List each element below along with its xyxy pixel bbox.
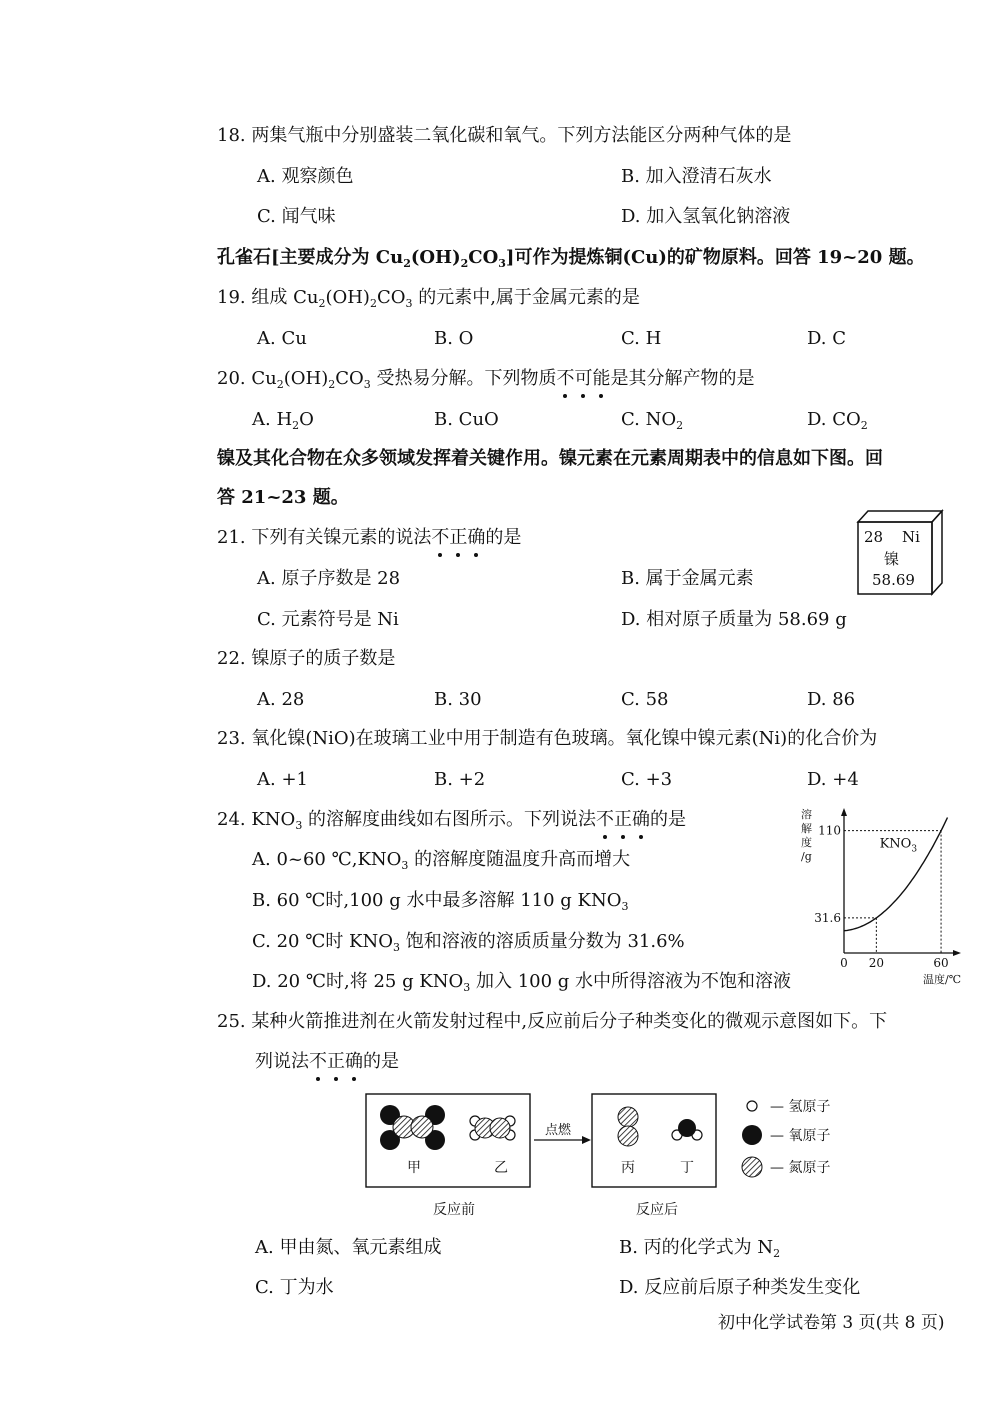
label-bing: 丙 — [621, 1160, 635, 1176]
solubility-chart — [796, 800, 971, 990]
label-jia: 甲 — [407, 1160, 421, 1176]
legend-nitrogen: — 氮原子 — [770, 1160, 831, 1176]
element-name: 镍 — [884, 550, 900, 568]
q18-option-b: B. 加入澄清石灰水 — [621, 166, 772, 187]
q21-option-c: C. 元素符号是 Ni — [257, 609, 399, 630]
question-22-stem: 22. 镍原子的质子数是 — [217, 648, 396, 669]
molecule-ding — [672, 1119, 702, 1140]
q19-option-d: D. C — [807, 328, 847, 349]
question-25-stem-line2: 列说法不正确的是 — [255, 1051, 399, 1072]
q22-option-d: D. 86 — [807, 689, 856, 710]
chart-y-label-part: /g — [801, 850, 812, 863]
question-25-stem-line1: 25. 某种火箭推进剂在火箭发射过程中,反应前后分子种类变化的微观示意图如下。下 — [217, 1011, 888, 1032]
reaction-condition: 点燃 — [544, 1123, 572, 1138]
q19-option-a: A. Cu — [257, 328, 307, 349]
q22-option-c: C. 58 — [621, 689, 669, 710]
legend-hydrogen: — 氢原子 — [770, 1099, 831, 1115]
chart-x-axis-label: 温度/℃ — [922, 973, 961, 986]
chart-series-label: $KNO_3$ — [879, 836, 918, 855]
q21-option-d: D. 相对原子质量为 58.69 g — [621, 609, 847, 630]
intro-21-23-line1: 镍及其化合物在众多领域发挥着关键作用。镍元素在元素周期表中的信息如下图。回 — [217, 448, 883, 469]
chart-y-label-part: 度 — [801, 836, 812, 849]
q21-option-a: A. 原子序数是 28 — [257, 568, 401, 589]
element-atomic-number: 28 — [864, 528, 884, 546]
q21-option-b: B. 属于金属元素 — [621, 568, 754, 589]
page-footer: 初中化学试卷第 3 页(共 8 页) — [718, 1313, 945, 1333]
q23-option-b: B. +2 — [434, 769, 486, 790]
chart-y-label-part: 溶 — [801, 808, 812, 821]
chart-y-label-part: 解 — [801, 822, 812, 835]
question-20-stem: 20. $Cu_2(OH)_2CO_3$ 受热易分解。下列物质不可能是其分解产物的是 — [217, 368, 755, 391]
q20-option-c: C. $NO_2$ — [621, 409, 684, 432]
chart-y-tick-label: 31.6 — [814, 910, 841, 925]
q18-option-c: C. 闻气味 — [257, 206, 336, 227]
q20-option-b: B. CuO — [434, 409, 499, 430]
q25-option-b: B. 丙的化学式为 $N_2$ — [619, 1237, 781, 1260]
q25-option-a: A. 甲由氮、氧元素组成 — [255, 1237, 442, 1258]
chart-x-tick-label: 20 — [868, 956, 884, 970]
label-before: 反应前 — [433, 1202, 475, 1218]
chart-y-tick-label: 110 — [818, 823, 841, 838]
label-yi: 乙 — [494, 1160, 508, 1176]
q18-option-a: A. 观察颜色 — [257, 166, 354, 187]
q18-option-d: D. 加入氢氧化钠溶液 — [621, 206, 791, 227]
legend-hydrogen-marker — [747, 1101, 757, 1111]
q23-option-d: D. +4 — [807, 769, 859, 790]
chart-x-tick-label: 60 — [933, 956, 949, 970]
element-mass: 58.69 — [872, 571, 915, 589]
q25-option-d: D. 反应前后原子种类发生变化 — [619, 1277, 861, 1298]
chart-x-tick-label: 0 — [840, 956, 848, 970]
q19-option-c: C. H — [621, 328, 662, 349]
q24-option-d: D. 20 ℃时,将 25 g $KNO_3$ 加入 100 g 水中所得溶液为不饱和溶液 — [252, 971, 792, 994]
q24-option-c: C. 20 ℃时 $KNO_3$ 饱和溶液的溶质质量分数为 31.6% — [252, 931, 685, 954]
chart-x-axis-arrow — [953, 950, 961, 956]
q23-option-a: A. +1 — [257, 769, 308, 790]
intro-19-20: 孔雀石[主要成分为 $Cu_2(OH)_2CO_3$]可作为提炼铜(Cu)的矿物原料。回答 19~20 题。 — [217, 247, 925, 270]
element-symbol: Ni — [902, 528, 920, 546]
q19-option-b: B. O — [434, 328, 474, 349]
legend-nitrogen-marker — [742, 1157, 762, 1177]
chart-y-axis-arrow — [841, 808, 847, 816]
question-21-stem: 21. 下列有关镍元素的说法不正确的是 — [217, 527, 522, 548]
nickel-element-card — [856, 508, 946, 598]
question-24-stem: 24. $KNO_3$ 的溶解度曲线如右图所示。下列说法不正确的是 — [217, 809, 687, 832]
legend-oxygen: — 氧原子 — [770, 1128, 831, 1144]
molecule-yi — [470, 1116, 515, 1140]
legend-oxygen-marker — [742, 1125, 762, 1145]
reaction-arrow-head — [582, 1136, 591, 1144]
q20-option-a: A. $H_2O$ — [252, 409, 314, 432]
q22-option-a: A. 28 — [257, 689, 305, 710]
question-23-stem: 23. 氧化镍(NiO)在玻璃工业中用于制造有色玻璃。氧化镍中镍元素(Ni)的化合价为 — [217, 728, 878, 749]
q22-option-b: B. 30 — [434, 689, 482, 710]
molecule-jia — [380, 1105, 445, 1150]
question-19-stem: 19. 组成 $Cu_2(OH)_2CO_3$ 的元素中,属于金属元素的是 — [217, 287, 640, 310]
chart-series-kno3 — [844, 818, 948, 931]
reaction-diagram — [360, 1090, 860, 1220]
q24-option-b: B. 60 ℃时,100 g 水中最多溶解 110 g $KNO_3$ — [252, 890, 629, 913]
chart-y-axis-label — [801, 807, 812, 863]
molecule-bing — [618, 1107, 638, 1146]
q20-option-d: D. $CO_2$ — [807, 409, 868, 432]
intro-21-23-line2: 答 21~23 题。 — [217, 487, 349, 508]
q24-option-a: A. 0~60 $℃,KNO_3$ 的溶解度随温度升高而增大 — [252, 849, 631, 872]
q25-option-c: C. 丁为水 — [255, 1277, 334, 1298]
question-18-stem: 18. 两集气瓶中分别盛装二氧化碳和氧气。下列方法能区分两种气体的是 — [217, 125, 792, 146]
label-ding: 丁 — [680, 1160, 694, 1176]
q23-option-c: C. +3 — [621, 769, 673, 790]
label-after: 反应后 — [636, 1202, 678, 1218]
